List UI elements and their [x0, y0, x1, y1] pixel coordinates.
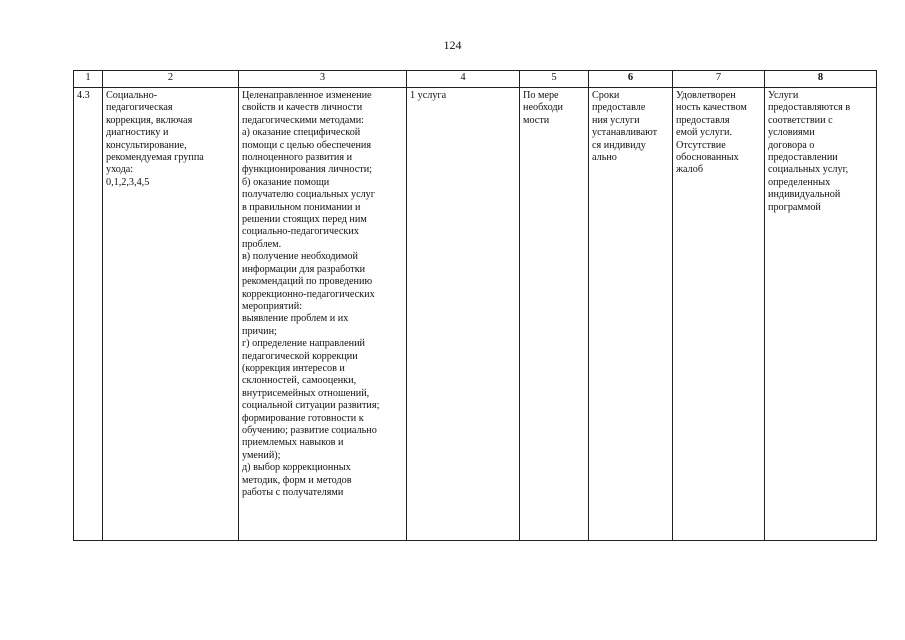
- text-line: работы с получателями: [242, 487, 344, 498]
- text-line: внутрисемейных отношений,: [242, 387, 370, 399]
- text-line: ность качеством: [676, 102, 747, 114]
- text-line: педагогическая: [106, 102, 173, 114]
- text-line: решении стоящих перед ним: [242, 214, 367, 226]
- text-line: предоставле: [592, 102, 646, 114]
- cell-service-terms: [589, 88, 673, 541]
- text-line: соответствии с: [768, 114, 833, 126]
- text-line: приемлемых навыков и: [242, 437, 344, 449]
- cell-service-frequency: [520, 88, 589, 541]
- text-line: предоставля: [676, 114, 730, 126]
- text-line: социальных услуг,: [768, 164, 849, 176]
- text-line: склонностей, самооценки,: [242, 375, 357, 387]
- text-line: функционирования личности;: [242, 164, 372, 176]
- text-line: Удовлетворен: [676, 90, 736, 101]
- text-line: умений);: [242, 449, 281, 461]
- header-col-6: 6: [589, 71, 673, 88]
- text-line: ния услуги: [592, 114, 640, 126]
- text-line: в правильном понимании и: [242, 201, 361, 213]
- services-table: [73, 70, 877, 541]
- text-line: причин;: [242, 325, 277, 337]
- text-line: выявление проблем и их: [242, 313, 349, 325]
- text-line: обоснованных: [676, 152, 739, 164]
- cell-service-description: [239, 88, 407, 541]
- text-line: коррекция, включая: [106, 114, 193, 126]
- text-line: емой услуги.: [676, 127, 733, 139]
- text-line: социально-педагогических: [242, 226, 359, 238]
- text-line: коррекционно-педагогических: [242, 288, 375, 300]
- text-line: б) оказание помощи: [242, 176, 330, 188]
- text-line: 1 услуга: [410, 90, 447, 101]
- text-line: мости: [523, 114, 550, 126]
- text-line: ся индивиду: [592, 139, 646, 151]
- cell-service-quality: [673, 88, 765, 541]
- header-col-7: 7: [673, 71, 765, 88]
- text-line: Социально-: [106, 90, 158, 101]
- text-line: Сроки: [592, 90, 620, 101]
- text-line: (коррекция интересов и: [242, 362, 345, 374]
- text-line: 0,1,2,3,4,5: [106, 176, 150, 188]
- text-line: педагогической коррекции: [242, 350, 358, 362]
- cell-service-name: [103, 88, 239, 541]
- text-line: консультирование,: [106, 139, 187, 151]
- text-line: в) получение необходимой: [242, 251, 358, 263]
- text-line: обучению; развитие социально: [242, 424, 377, 436]
- header-col-5: 5: [520, 71, 589, 88]
- page-number: 124: [443, 38, 462, 52]
- header-col-2: 2: [103, 71, 239, 88]
- header-col-4: 4: [407, 71, 520, 88]
- cell-row-number: 4.3: [74, 88, 103, 541]
- text-line: предоставляются в: [768, 102, 851, 114]
- text-line: Услуги: [768, 90, 799, 101]
- header-col-3: 3: [239, 71, 407, 88]
- text-line: д) выбор коррекционных: [242, 462, 351, 474]
- text-line: рекомендаций по проведению: [242, 276, 373, 288]
- text-line: необходи: [523, 102, 564, 114]
- text-line: программой: [768, 201, 821, 213]
- text-line: предоставлении: [768, 152, 838, 164]
- text-line: информации для разработки: [242, 263, 366, 275]
- text-line: устанавливают: [592, 127, 658, 139]
- text-line: ухода:: [106, 164, 134, 176]
- text-line: индивидуальной: [768, 189, 841, 201]
- header-col-8: 8: [765, 71, 877, 88]
- text-line: Отсутствие: [676, 139, 726, 151]
- text-line: диагностику и: [106, 127, 169, 139]
- text-line: мероприятий:: [242, 300, 303, 312]
- text-line: г) определение направлений: [242, 338, 365, 350]
- table-row: [74, 88, 877, 541]
- text-line: социальной ситуации развития;: [242, 400, 380, 412]
- text-line: условиями: [768, 127, 815, 139]
- table-header-row: [74, 71, 877, 88]
- text-line: педагогическими методами:: [242, 114, 364, 126]
- cell-service-volume: [407, 88, 520, 541]
- text-line: свойств и качеств личности: [242, 102, 363, 114]
- text-line: определенных: [768, 176, 831, 188]
- header-col-1: 1: [74, 71, 103, 88]
- text-line: формирование готовности к: [242, 412, 364, 424]
- text-line: методик, форм и методов: [242, 474, 352, 486]
- text-line: рекомендуемая группа: [106, 152, 204, 164]
- text-line: ально: [592, 152, 617, 164]
- cell-service-conditions: [765, 88, 877, 541]
- text-line: По мере: [523, 90, 559, 101]
- text-line: получателю социальных услуг: [242, 189, 375, 201]
- text-line: проблем.: [242, 238, 282, 250]
- text-line: помощи с целью обеспечения: [242, 139, 372, 151]
- text-line: а) оказание специфической: [242, 127, 361, 139]
- text-line: жалоб: [676, 164, 704, 176]
- text-line: Целенаправленное изменение: [242, 90, 372, 101]
- text-line: договора о: [768, 139, 815, 151]
- text-line: полноценного развития и: [242, 152, 353, 164]
